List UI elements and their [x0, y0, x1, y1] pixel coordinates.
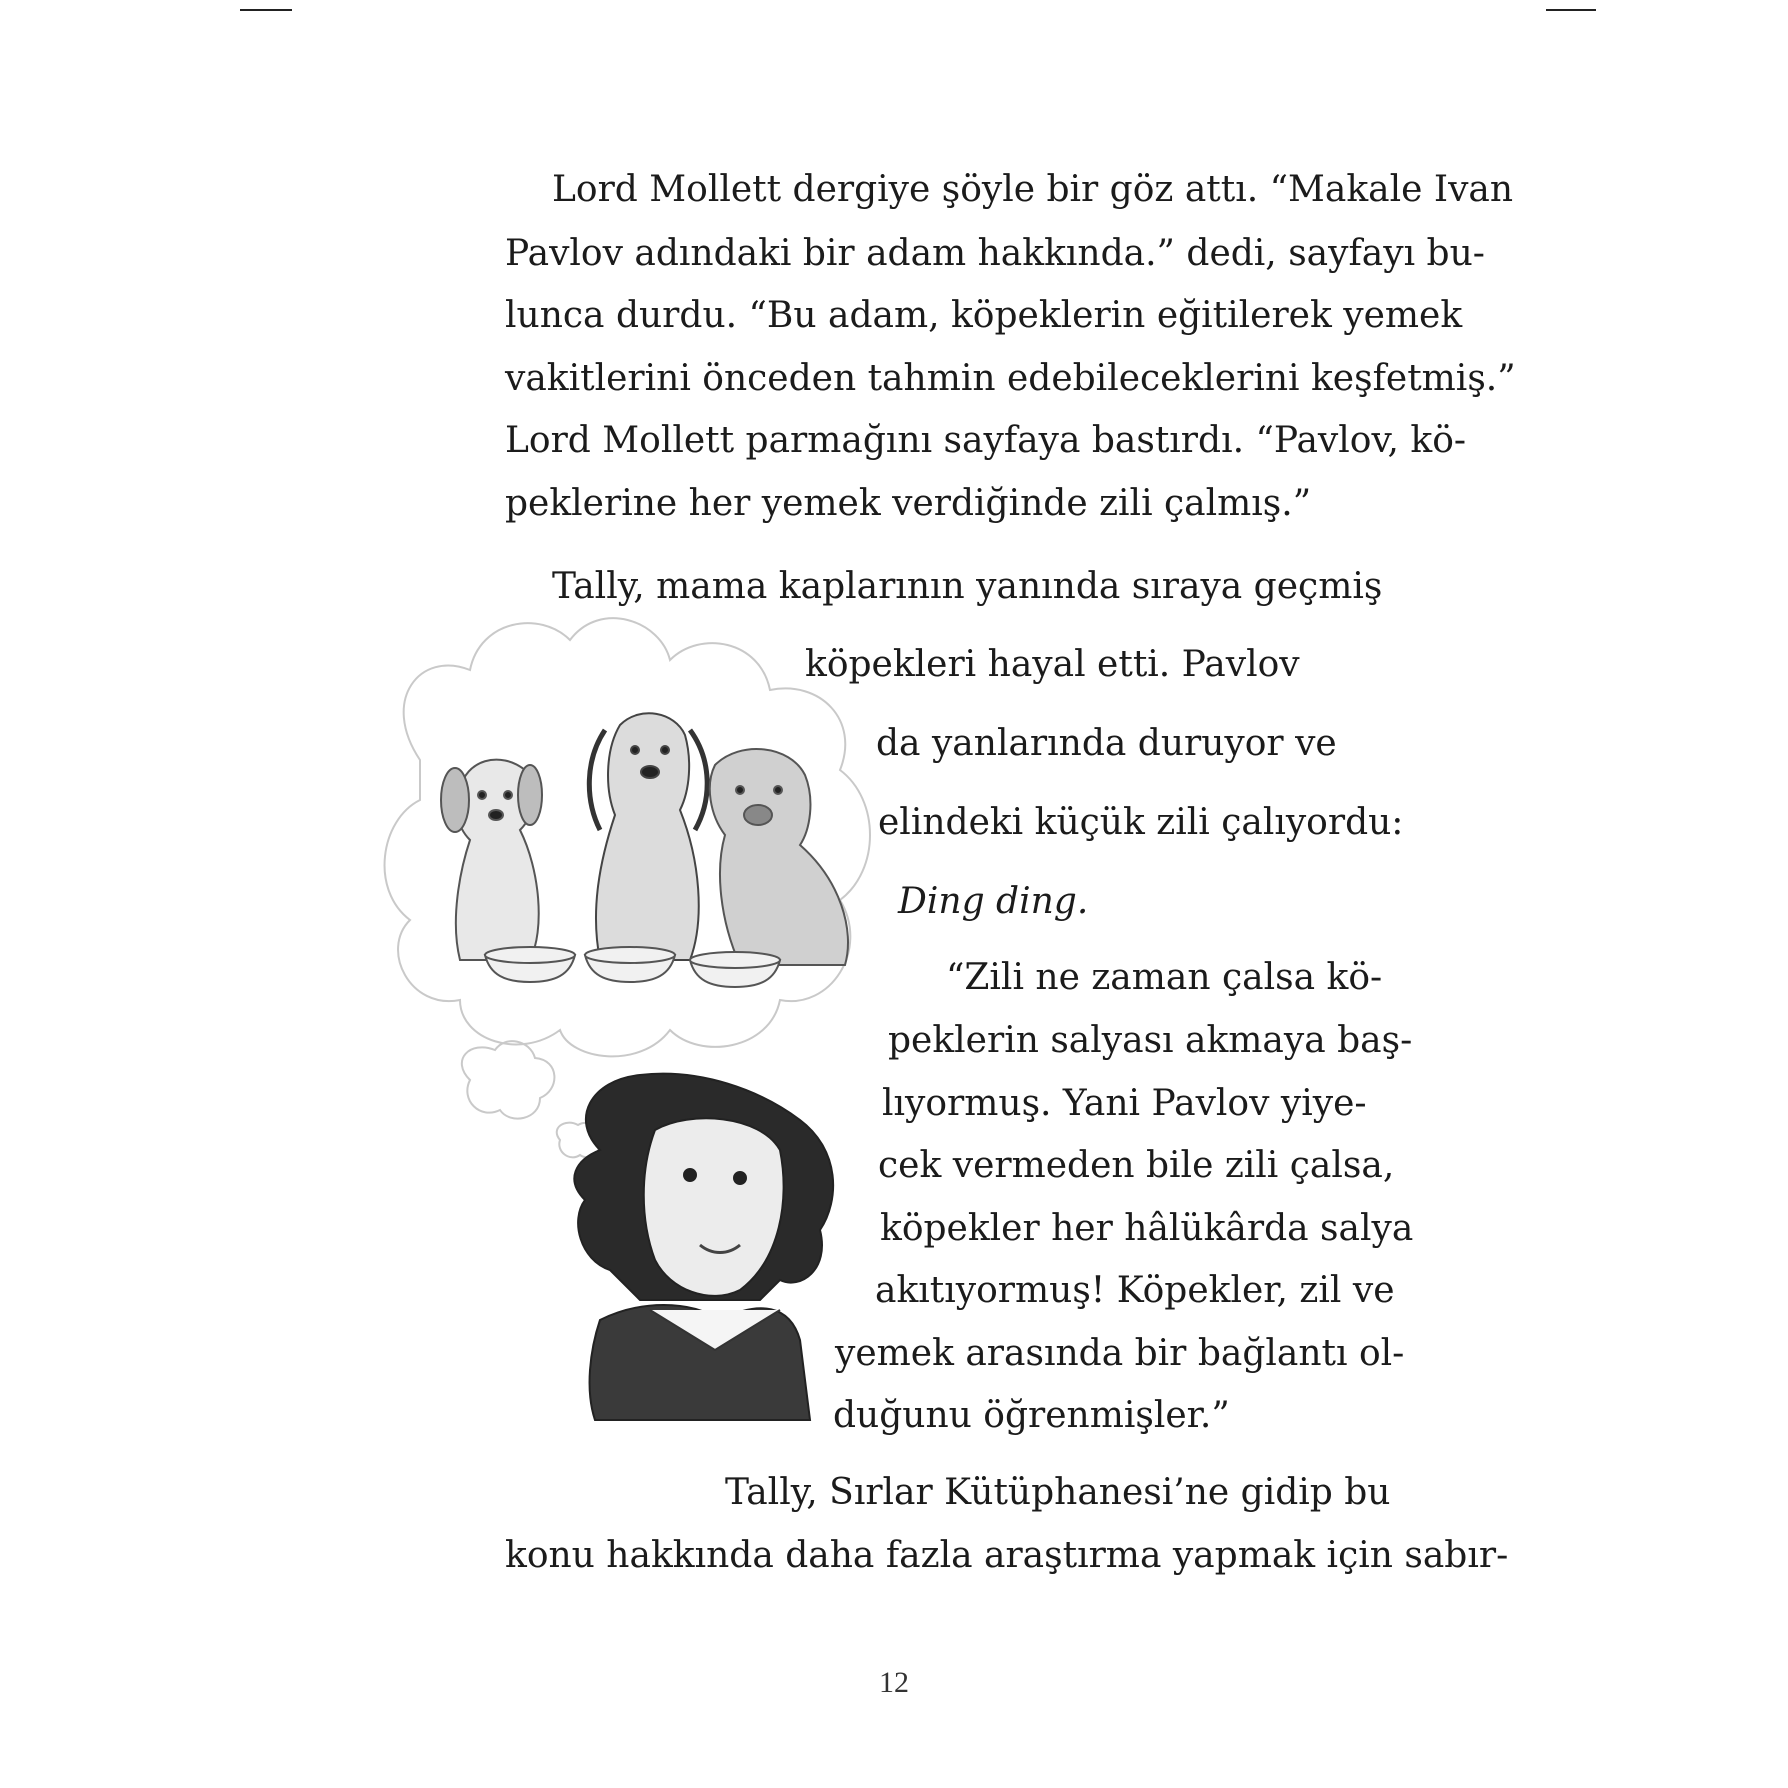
- text-line: lunca durdu. “Bu adam, köpeklerin eğitilerek yemek: [505, 295, 1463, 336]
- text-line: da yanlarında duruyor ve: [876, 723, 1337, 764]
- text-line: duğunu öğrenmişler.”: [833, 1395, 1230, 1436]
- text-line: yemek arasında bir bağlantı ol-: [835, 1333, 1405, 1374]
- text-line: lıyormuş. Yani Pavlov yiye-: [882, 1083, 1367, 1124]
- text-line: konu hakkında daha fazla araştırma yapmak için sabır-: [505, 1535, 1509, 1576]
- text-line: peklerin salyası akmaya baş-: [888, 1020, 1413, 1061]
- text-line: Lord Mollett parmağını sayfaya bastırdı. “Pavlov, kö-: [505, 420, 1467, 461]
- dog-left: [441, 760, 542, 960]
- text-line: elindeki küçük zili çalıyordu:: [878, 802, 1404, 843]
- text-line: Ding ding.: [898, 881, 1089, 922]
- text-line: “Zili ne zaman çalsa kö-: [946, 957, 1383, 998]
- text-line: Lord Mollett dergiye şöyle bir göz attı. “Makale Ivan: [552, 169, 1514, 210]
- text-line: vakitlerini önceden tahmin edebileceklerini keşfetmiş.”: [505, 358, 1516, 399]
- text-line: peklerine her yemek verdiğinde zili çalmış.”: [505, 483, 1312, 524]
- food-bowls: [485, 947, 780, 987]
- text-line: akıtıyormuş! Köpekler, zil ve: [875, 1270, 1395, 1311]
- dog-middle: [589, 713, 707, 960]
- text-line: köpekler her hâlükârda salya: [880, 1208, 1414, 1249]
- text-line: Tally, mama kaplarının yanında sıraya geçmiş: [552, 566, 1383, 607]
- page-number: 12: [879, 1666, 909, 1699]
- text-line: cek vermeden bile zili çalsa,: [878, 1145, 1395, 1186]
- text-line: Tally, Sırlar Kütüphanesi’ne gidip bu: [725, 1472, 1391, 1513]
- dog-right: [710, 749, 848, 965]
- girl: [574, 1074, 833, 1420]
- text-line: köpekleri hayal etti. Pavlov: [805, 644, 1300, 685]
- text-line: Pavlov adındaki bir adam hakkında.” dedi, sayfayı bu-: [505, 233, 1485, 274]
